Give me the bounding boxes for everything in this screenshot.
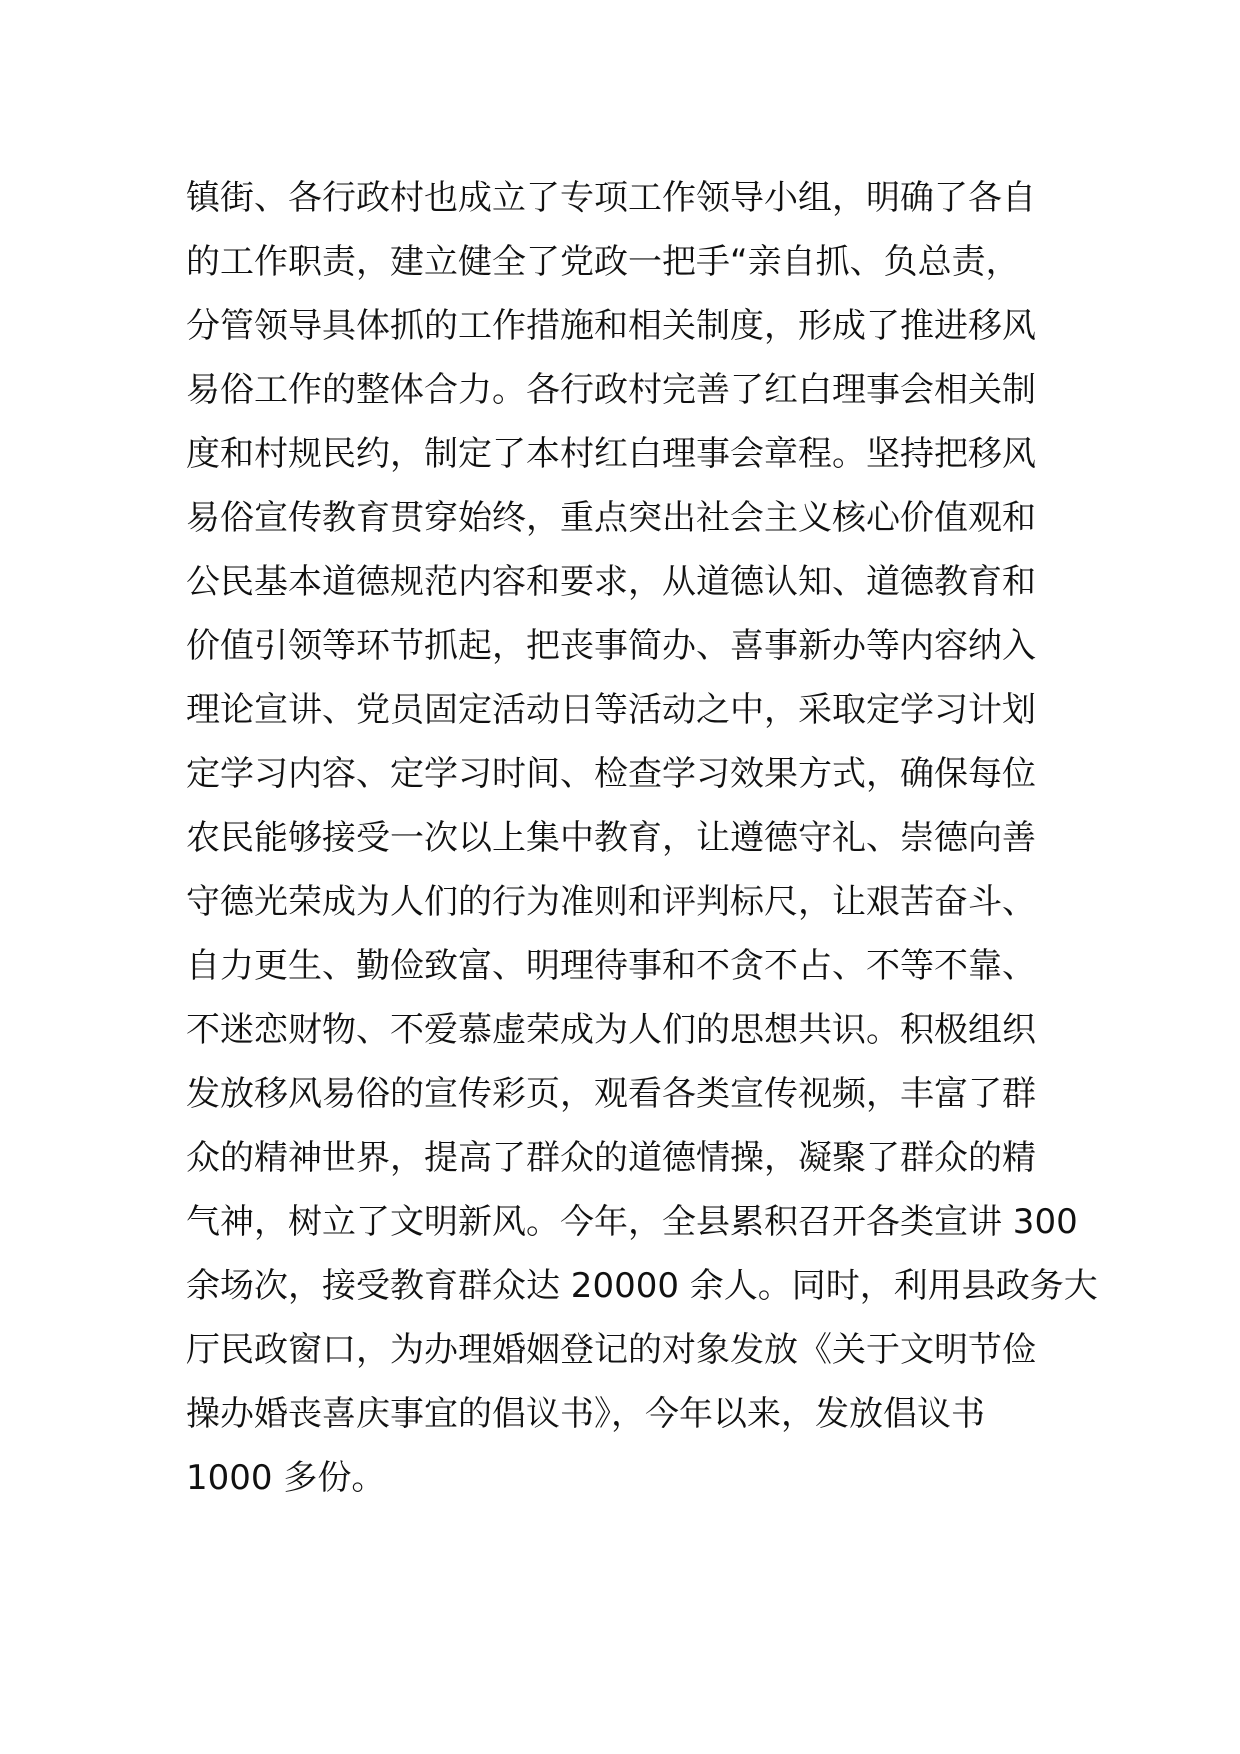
text-line-15: 发放移风易俗的宣传彩页，观看各类宣传视频，丰富了群 [186, 1074, 1036, 1114]
text-line-21: 1000 多份。 [186, 1458, 386, 1498]
text-line-11: 农民能够接受一次以上集中教育，让遵德守礼、崇德向善 [186, 818, 1036, 858]
text-line-1: 镇街、各行政村也成立了专项工作领导小组，明确了各自 [186, 178, 1036, 218]
text-line-17: 气神，树立了文明新风。今年，全县累积召开各类宣讲 300 [186, 1202, 1078, 1242]
body-text [186, 166, 1098, 1510]
text-line-7: 公民基本道德规范内容和要求，从道德认知、道德教育和 [186, 562, 1036, 602]
text-line-18: 余场次，接受教育群众达 20000 余人。同时，利用县政务大 [186, 1266, 1098, 1306]
text-line-16: 众的精神世界，提高了群众的道德情操，凝聚了群众的精 [186, 1138, 1036, 1178]
text-line-12: 守德光荣成为人们的行为准则和评判标尺，让艰苦奋斗、 [186, 882, 1036, 922]
text-line-10: 定学习内容、定学习时间、检查学习效果方式，确保每位 [186, 754, 1036, 794]
text-line-2: 的工作职责，建立健全了党政一把手“亲自抓、负总责， [186, 242, 1020, 282]
text-line-4: 易俗工作的整体合力。各行政村完善了红白理事会相关制 [186, 370, 1036, 410]
text-line-3: 分管领导具体抓的工作措施和相关制度，形成了推进移风 [186, 306, 1036, 346]
text-line-20: 操办婚丧喜庆事宜的倡议书》，今年以来，发放倡议书 [186, 1394, 985, 1434]
text-line-14: 不迷恋财物、不爱慕虚荣成为人们的思想共识。积极组织 [186, 1010, 1036, 1050]
text-line-19: 厅民政窗口，为办理婚姻登记的对象发放《关于文明节俭 [186, 1330, 1036, 1370]
text-line-6: 易俗宣传教育贯穿始终，重点突出社会主义核心价值观和 [186, 498, 1036, 538]
text-line-8: 价值引领等环节抓起，把丧事简办、喜事新办等内容纳入 [186, 626, 1036, 666]
text-line-13: 自力更生、勤俭致富、明理待事和不贪不占、不等不靠、 [186, 946, 1036, 986]
text-line-9: 理论宣讲、党员固定活动日等活动之中，采取定学习计划 [186, 690, 1036, 730]
text-line-5: 度和村规民约，制定了本村红白理事会章程。坚持把移风 [186, 434, 1036, 474]
